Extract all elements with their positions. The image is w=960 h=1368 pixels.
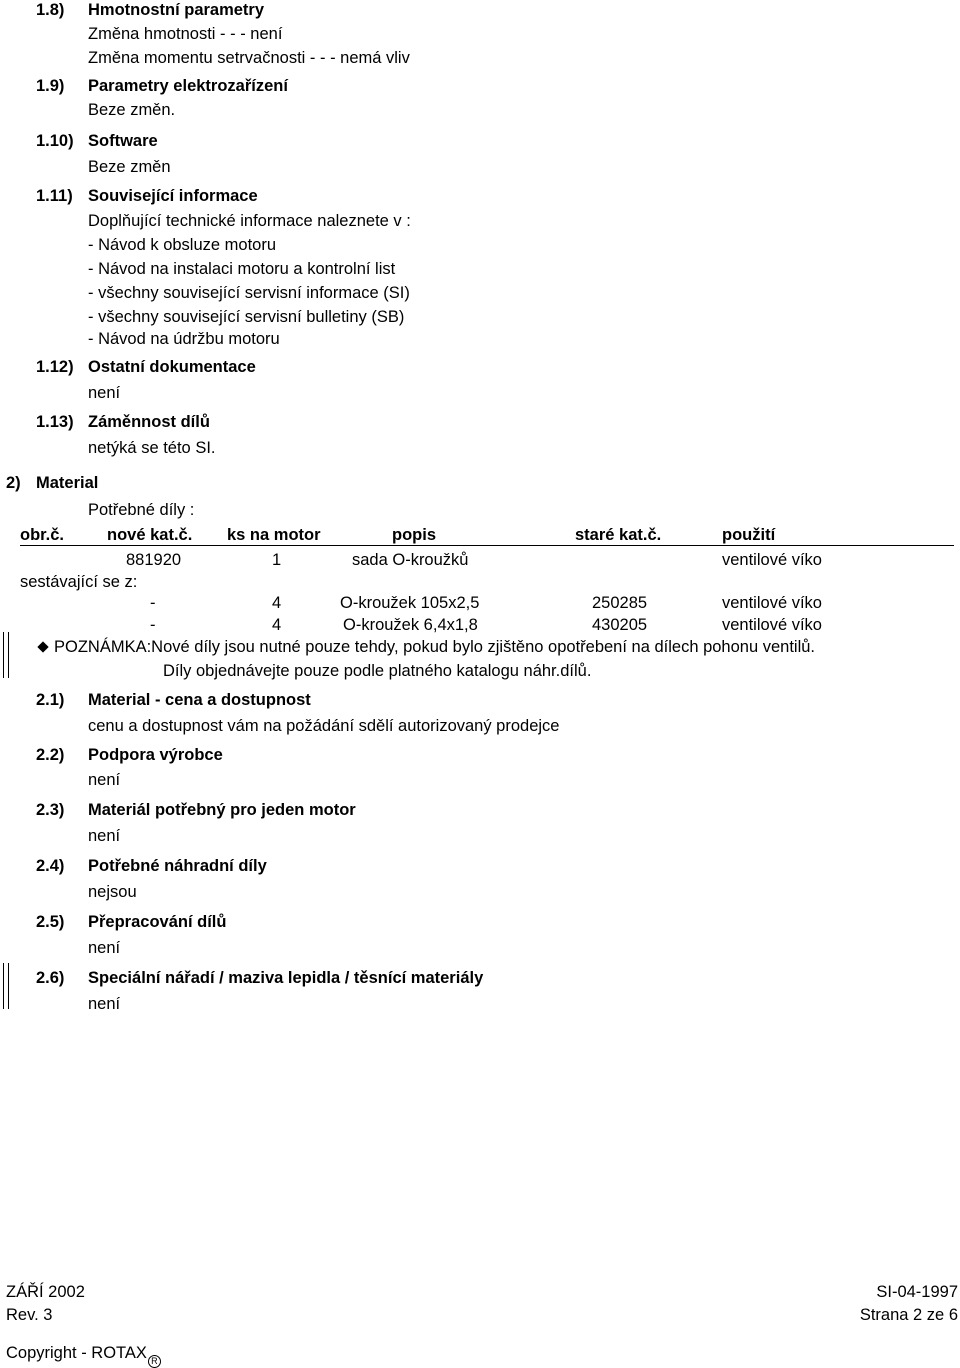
table-cell: ventilové víko (722, 551, 822, 569)
table-cell: ventilové víko (722, 594, 822, 612)
table-header-qty: ks na motor (227, 526, 321, 544)
table-header-description: popis (392, 526, 436, 544)
list-item: - Návod na instalaci motoru a kontrolní list (88, 260, 396, 278)
revision-bar (3, 963, 4, 1009)
table-cell: 1 (272, 551, 282, 569)
copyright-text: Copyright - ROTAX (6, 1344, 147, 1362)
section-text: Změna momentu setrvačnosti - - - nemá vliv (88, 49, 410, 67)
section-number-1-12: 1.12) (36, 358, 74, 376)
section-text: není (88, 384, 121, 402)
section-number-2-4: 2.4) (36, 857, 65, 875)
table-cell: 4 (272, 594, 282, 612)
section-number-1-11: 1.11) (36, 187, 73, 205)
table-cell: 250285 (592, 594, 648, 612)
table-header-new-part-no: nové kat.č. (107, 526, 193, 544)
section-number-2-3: 2.3) (36, 801, 65, 819)
footer-doc-id: SI-04-1997 (876, 1283, 958, 1301)
footer-page-number: Strana 2 ze 6 (859, 1306, 958, 1324)
section-title-1-8: Hmotnostní parametry (88, 1, 265, 19)
table-header-old-part-no: staré kat.č. (575, 526, 662, 544)
section-title-1-13: Záměnnost dílů (88, 413, 210, 431)
section-number-1-8: 1.8) (36, 1, 65, 19)
list-item: - všechny související servisní bulletiny (SB) (88, 308, 405, 326)
revision-bar (3, 632, 4, 678)
section-title-1-10: Software (88, 132, 158, 150)
section-text: není (88, 827, 121, 845)
list-item: - Návod na údržbu motoru (88, 330, 280, 348)
section-number-1-9: 1.9) (36, 77, 65, 95)
footer-date: ZÁŘÍ 2002 (6, 1283, 85, 1301)
table-header-fig-no: obr.č. (20, 526, 65, 544)
section-title-2-1: Material - cena a dostupnost (88, 691, 311, 709)
section-title-2-6: Speciální nářadí / maziva lepidla / těsnící materiály (88, 969, 484, 987)
note-line-2: Díly objednávejte pouze podle platného katalogu náhr.dílů. (163, 662, 592, 680)
section-title-1-12: Ostatní dokumentace (88, 358, 256, 376)
footer-copyright (6, 1343, 161, 1368)
list-item: - všechny související servisní informace (SI) (88, 284, 410, 302)
section-text: Beze změn. (88, 101, 176, 119)
table-cell: 881920 (126, 551, 182, 569)
section-title-2: Material (36, 474, 99, 492)
section-text: nejsou (88, 883, 137, 901)
table-cell: 4 (272, 616, 282, 634)
diamond-bullet-icon (37, 641, 48, 652)
section-title-2-4: Potřebné náhradní díly (88, 857, 267, 875)
revision-bar (8, 632, 9, 678)
table-cell: sada O-kroužků (352, 551, 469, 569)
table-cell: O-kroužek 6,4x1,8 (343, 616, 478, 634)
table-cell: ventilové víko (722, 616, 822, 634)
section-text: není (88, 771, 121, 789)
table-consists-label: sestávající se z: (20, 573, 138, 591)
section-text: není (88, 939, 121, 957)
section-text: netýká se této SI. (88, 439, 216, 457)
section-text: Doplňující technické informace naleznete v : (88, 212, 411, 230)
note-line-1: POZNÁMKA:Nové díly jsou nutné pouze tehdy, pokud bylo zjištěno opotřebení na dílech pohonu ventilů. (54, 638, 815, 656)
section-number-1-10: 1.10) (36, 132, 74, 150)
table-cell: - (150, 616, 156, 634)
footer-revision: Rev. 3 (6, 1306, 53, 1324)
section-title-2-3: Materiál potřebný pro jeden motor (88, 801, 356, 819)
section-text: Beze změn (88, 158, 171, 176)
table-header-rule (20, 545, 954, 546)
registered-mark: R (148, 1355, 161, 1368)
table-cell: - (150, 594, 156, 612)
section-number-1-13: 1.13) (36, 413, 74, 431)
section-number-2: 2) (6, 474, 21, 492)
section-title-1-11: Související informace (88, 187, 258, 205)
section-title-2-5: Přepracování dílů (88, 913, 227, 931)
table-header-application: použití (722, 526, 776, 544)
section-text: Potřebné díly : (88, 501, 195, 519)
section-text: cenu a dostupnost vám na požádání sdělí autorizovaný prodejce (88, 717, 560, 735)
section-title-1-9: Parametry elektrozařízení (88, 77, 288, 95)
section-number-2-1: 2.1) (36, 691, 65, 709)
table-cell: O-kroužek 105x2,5 (340, 594, 480, 612)
section-number-2-5: 2.5) (36, 913, 65, 931)
section-number-2-2: 2.2) (36, 746, 65, 764)
section-text: Změna hmotnosti - - - není (88, 25, 283, 43)
revision-bar (8, 963, 9, 1009)
table-cell: 430205 (592, 616, 648, 634)
section-text: není (88, 995, 121, 1013)
section-title-2-2: Podpora výrobce (88, 746, 223, 764)
list-item: - Návod k obsluze motoru (88, 236, 277, 254)
section-number-2-6: 2.6) (36, 969, 65, 987)
